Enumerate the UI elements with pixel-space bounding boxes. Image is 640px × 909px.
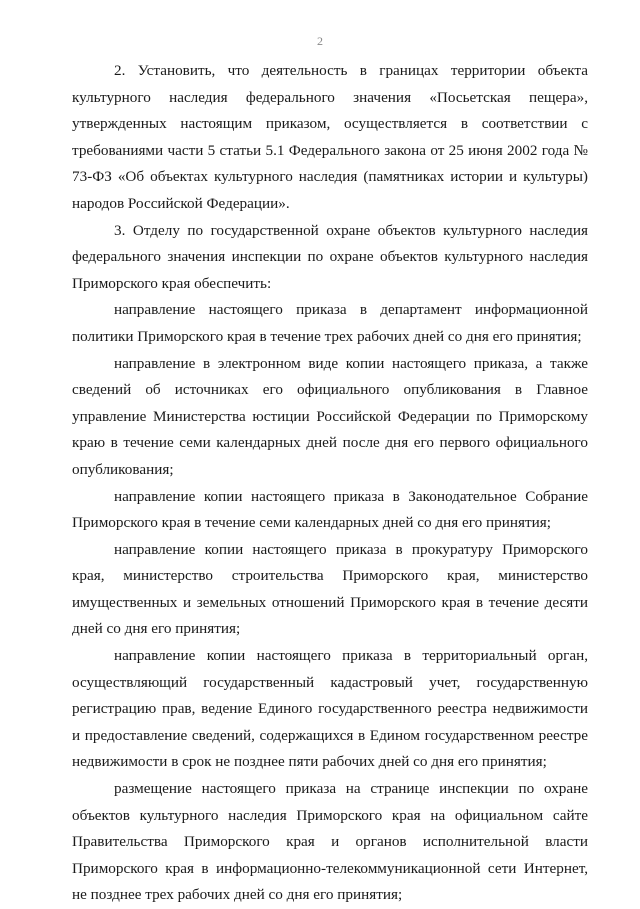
- paragraph-legislative-assembly: направление копии настоящего приказа в Законодательное Собрание Приморского края в течение семи календарных дней со дня его принятия;: [72, 487, 588, 532]
- paragraph-cadastral-registration: направление копии настоящего приказа в территориальный орган, осуществляющий государственный кадастровый учет, государственную регистрацию прав, ведение Единого государственного реестра недвижимости и предоставление сведений, содержащихся в Едином государственном реестре недвижимости в срок не позднее пяти рабочих дней со дня его принятия;: [72, 647, 588, 771]
- paragraph-website-publication: размещение настоящего приказа на странице инспекции по охране объектов культурного наследия Приморского края на официальном сайте Правительства Приморского края и органов исполнительной власти Приморского края в информационно-телекоммуникационной сети Интернет, не позднее трех рабочих дней со дня его принятия;: [72, 780, 588, 904]
- paragraph-ministry-justice: направление в электронном виде копии настоящего приказа, а также сведений об источниках его официального опубликования в Главное управление Министерства юстиции Российской Федерации по Приморскому краю в течение семи календарных дней после дня его первого официального опубликования;: [72, 354, 588, 478]
- paragraph-item-2: 2. Установить, что деятельность в границах территории объекта культурного наследия федерального значения «Посьетская пещера», утвержденных настоящим приказом, осуществляется в соответствии с требованиями части 5 статьи 5.1 Федерального закона от 25 июня 2002 года № 73-ФЗ «Об объектах культурного наследия (памятниках истории и культуры) народов Российской Федерации».: [72, 62, 588, 212]
- document-body: [72, 58, 588, 909]
- paragraph-prosecutor: направление копии настоящего приказа в прокуратуру Приморского края, министерство строительства Приморского края, министерство имущественных и земельных отношений Приморского края в течение десяти дней со дня его принятия;: [72, 540, 588, 638]
- paragraph-info-policy: направление настоящего приказа в департамент информационной политики Приморского края в течение трех рабочих дней со дня его принятия;: [72, 301, 588, 345]
- paragraph-item-3: 3. Отделу по государственной охране объектов культурного наследия федерального значения инспекции по охране объектов культурного наследия Приморского края обеспечить:: [72, 221, 588, 292]
- page-number: 2: [317, 34, 323, 48]
